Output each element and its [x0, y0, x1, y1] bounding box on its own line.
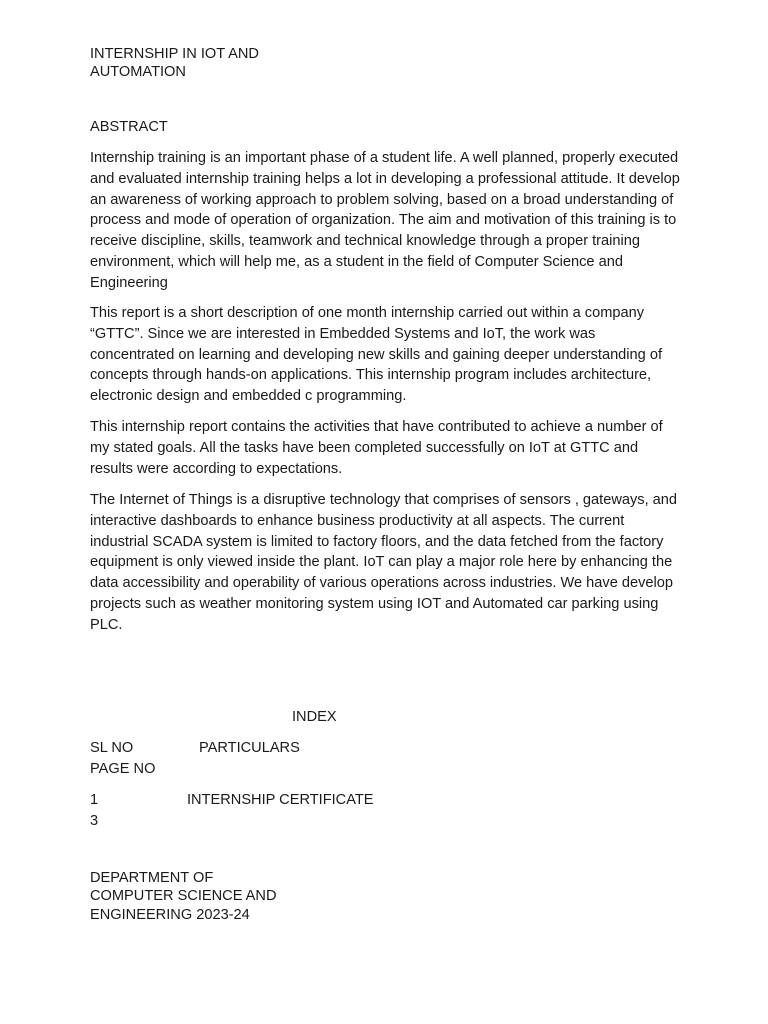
abstract-paragraph-1: Internship training is an important phase of a student life. A well planned, properly executed and evaluated internship training helps a lot in developing a professional attitude. It develop an awareness of working approach to problem solving, based on a broad understanding of process and mode of operation of organization. The aim and motivation of this training is to receive discipline, skills, teamwork and technical knowledge through a proper training environment, which will help me, as a student in the field of Computer Science and Engineering — [90, 150, 680, 291]
abstract-paragraph-4: The Internet of Things is a disruptive technology that comprises of sensors , gateways, and interactive dashboards to enhance business productivity at all aspects. The current industrial SCADA system is limited to factory floors, and the data fetched from the factory equipment is only viewed inside the plant. IoT can play a major role here by enhancing the data accessibility and operability of various operations across industries. We have develop projects such as weather monitoring system using IOT and Automated car parking using PLC. — [90, 492, 678, 633]
index-row-page-no: 3 — [90, 813, 99, 829]
index-header-sl-no: SL NO — [90, 740, 134, 756]
abstract-heading: ABSTRACT — [90, 119, 168, 135]
index-title: INDEX — [292, 709, 337, 725]
index-row-particulars: INTERNSHIP CERTIFICATE — [187, 792, 374, 808]
index-header-particulars: PARTICULARS — [199, 740, 300, 756]
index-header-page-no: PAGE NO — [90, 761, 156, 777]
document-title: INTERNSHIP IN IOT AND AUTOMATION — [90, 46, 259, 80]
abstract-paragraph-3: This internship report contains the activities that have contributed to achieve a number of my stated goals. All the tasks have been completed successfully on IoT at GTTC and results were according to expectations. — [90, 419, 663, 477]
department-footer: DEPARTMENT OF COMPUTER SCIENCE AND ENGINEERING 2023-24 — [90, 870, 277, 923]
index-row-sl-no: 1 — [90, 792, 99, 808]
abstract-paragraph-2: This report is a short description of one month internship carried out within a company “GTTC”. Since we are interested in Embedded Systems and IoT, the work was concentrated on learning and developing new skills and gaining deeper understanding of concepts through hands-on applications. This internship program includes architecture, electronic design and embedded c programming. — [90, 305, 662, 405]
